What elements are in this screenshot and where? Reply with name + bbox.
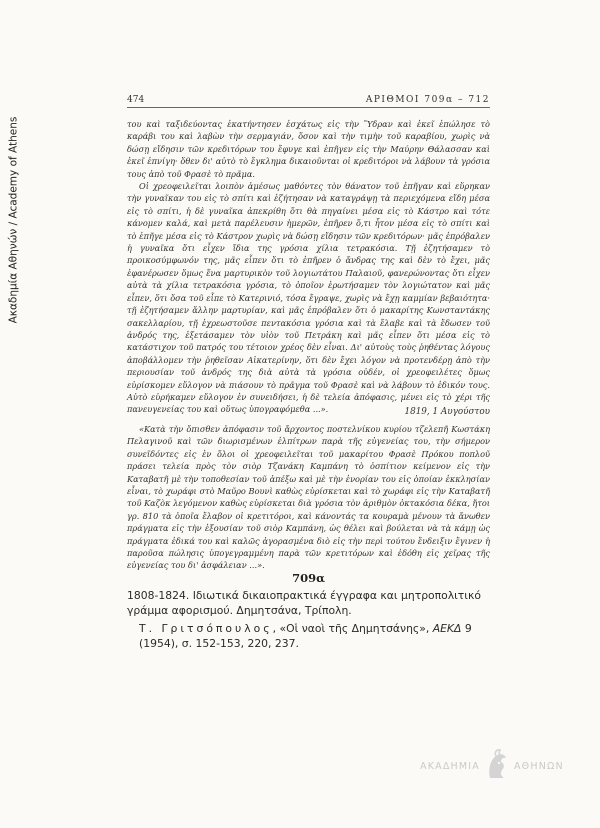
reference-title: «Οἱ ναοὶ τῆς Δημητσάνης», [279,622,430,635]
side-label-text: Ακαδημία Αθηνών / Academy of Athens [7,116,20,324]
paragraph: του καὶ ταξιδεύοντας ἐκατήντησεν ἐσχάτως εἰς τὴν Ὕδραν καὶ ἐκεῖ ἐπώλησε τὸ καράβι του καὶ λαβὼν τὴν σερμαγιάν, ὅσον καὶ τὴν τιμὴν τοῦ καραβίου, χωρὶς νὰ δώσῃ εἴδησιν τῶν κρεδιτόρων του ἔφυγε καὶ ἐπῆγεν εἰς τὴν Μαύρην Θάλασσαν καὶ ἐκεῖ ἐπνίγη· ὅθεν δι' αὐτὸ τὸ ἔγκλημα δικαιοῦνται οἱ κρεδιτόροι νὰ λάβουν τὰ γρόσια τους ἀπὸ τοῦ Φρασὲ τὸ πρᾶμα. [127,119,490,179]
reference-separator: , [272,622,280,635]
text-block-2 [127,423,490,572]
page-number: 474 [127,95,145,105]
reference-author: Τ. Γριτσόπουλος [139,622,273,635]
paragraph: Οἱ χρεοφειλεῖται λοιπὸν ἀμέσως μαθόντες τὸν θάνατον τοῦ ἐπῆγαν καὶ εὕρηκαν τὴν γυναῖκαν του εἰς τὸ σπίτι καὶ ἐζήτησαν νὰ καταγράψῃ τὰ περιεχόμενα εἴδη μέσα εἰς τὸ σπίτι, ἡ δὲ γυναῖκα ἀπεκρίθη ὅτι θὰ πηγαίνει μέσα εἰς τὸ Κάστρο καὶ τότε κάνομεν καλά, καὶ μετὰ παρέλευσιν ἡμερῶν, ἐπῆρεν ὅ,τι ἦτον μέσα εἰς τὸ σπίτι καὶ τὸ ἐπῆγε μέσα εἰς τὸ Κάστρον χωρὶς νὰ δώσῃ εἴδησιν τῶν κρεδιτόρων· μᾶς ἐπρόβαλεν ἡ γυναῖκα ὅτι εἶχεν ἴδια της γρόσια χίλια τετρακόσια. Τῇ ἐζητήσαμεν τὸ προικοσύμφωνόν της, μᾶς εἶπεν ὅτι τὸ ἐπῆρεν ὁ ἄνδρας της καὶ δὲν τὸ ἔχει, μᾶς ἐφανέρωσεν ὅμως ἕνα μαρτυρικὸν τοῦ λογιωτάτου Παλαιοῦ, φανερώνοντας ὅτι εἶχεν αὐτὰ τὰ χίλια τετρακόσια γρόσια, τὸ ὁποῖον ἐρωτήσαμεν τὸν λογιώτατον καὶ μᾶς εἶπεν, ὅτι ὅσα τοῦ εἶπε τὸ Κατερινιό, τόσα ἔγραψε, χωρὶς νὰ ἔχῃ καμμίαν βεβαιότητα· τῇ ἐζητήσαμεν ἄλλην μαρτυρίαν, καὶ μᾶς ἐπρόβαλεν ὅτι ὁ μακαρίτης Κωνσταντάκης σακελλαρίου, τῇ ἐχρεωστοῦσε πεντακόσια γρόσια καὶ τὰ ἔλαβε καὶ τὰ ἔδωσεν τοῦ ἀνδρός της, ἐξετάσαμεν τὸν υἱὸν τοῦ Πετράκη καὶ μᾶς εἶπεν ὅτι μέσα εἰς τὸ κατάστιχον τοῦ πατρός του τέτοιον χρέος δὲν εἶναι. Δι' αὐτοὺς τοὺς ῥηθέντας λόγους ἀποβάλλομεν τὴν ῥηθεῖσαν Αἰκατερίνην, ὅτι δὲν ἔχει λόγον νὰ προτενδέρῃ ἀπὸ τὴν περιουσίαν τοῦ ἀνδρός της διὰ αὐτὰ τὰ γρόσια οὐδέν, οἱ χρεοφειλέτες ὅμως εὑρίσκομεν εὔλογον νὰ πιάσουν τὸ πρᾶγμα τοῦ Φρασὲ καὶ νὰ λάβουν τὸ ἐδικόν τους. Αὐτὸ εὑρήκαμεν εὔλογον ἐν συνειδήσει, ἡ δὲ τελεία ἀπόφασις, μένει εἰς τὸ χέρι τῆς πανευγενείας του καὶ οὕτως ὑπογραφόμεθα ...». [127,181,490,415]
academy-watermark [420,748,564,784]
entry-description [127,588,494,618]
page-header [127,95,490,105]
entry-description-text: 1808-1824. Ιδιωτικά δικαιοπρακτικά έγγραφα και μητροπολιτικό γράμμα αφορισμού. Δημητσάνα, Τρίπολη. [127,589,481,617]
running-title: ΑΡΙΘΜΟΙ 709α – 712 [365,95,490,105]
entry-reference [139,621,494,651]
watermark-left-text: ΑΚΑΔΗΜΙΑ [420,760,480,772]
dateline: 1819, 1 Αυγούστου [404,407,490,417]
athena-head-icon [484,748,510,784]
side-label [2,90,24,350]
reference-details: 9 (1954), σ. 152-153, 220, 237. [139,622,472,650]
watermark-right-text: ΑΘΗΝΩΝ [513,760,564,772]
reference-journal: ΑΕΚΔ [429,622,462,635]
paragraph: «Κατὰ τὴν ὄπισθεν ἀπόφασιν τοῦ ἄρχοντος ποστελνίκου κυρίου τζελεπῆ Κωστάκη Πελαγινοῦ καὶ τῶν διωρισμένων ἐλπίτρων παρὰ τῆς εὐγενείας του, τὴν σήμερον συνεϊδόντες εἰς ἐν ὅλοι οἱ χρεοφειλεῖται τοῦ μακαρίτου Φρασὲ Πρόκου ποπλοῦ πράσει τελεία πρὸς τὸν σιὸρ Τζανάκη Καμπάνη τὸ ὀσπίτιον κείμενον εἰς τὴν Καταβατῆ μὲ τὴν τοποθεσίαν τοῦ ἀπέξω καὶ μὲ τὴν ἐνορίαν του εἰς ὁποίαν ἐκκλησίαν εἶναι, τὸ χωράφι στὸ Μαῦρο Βουνὶ καθὼς εὑρίσκεται καὶ τὸ χωράφι εἰς τὴν Καταβατῆ τοῦ Καζὸκ λεγόμενον καθὼς εὑρίσκεται διὰ γρόσια τὸν ἀριθμὸν ὀκτακόσια δέκα, ἤτοι γρ. 810 τὰ ὁποῖα ἔλαβον οἱ κρετιτόροι, καὶ κάνοντάς τα κουραμὰ μένουν τὰ ἄνωθεν πράγματα εἰς τὴν ἐξουσίαν τοῦ σιὸρ Καμπάνη, ὡς θέλει καὶ βούλεται νὰ τὰ κάμῃ ὡς πράγματα ἐδικά του καὶ καλῶς ἀγορασμένα διὸ εἰς τὴν περὶ τούτου ἔνδειξιν ἔγινεν ἡ παροῦσα πώλησις ὑπογεγραμμένη παρὰ τῶν κρετιτόρων καὶ ἐδόθη εἰς χεῖρας τῆς εὐγενείας του δι' ἀσφάλειαν ...». [127,424,490,571]
text-block-1 [127,118,490,416]
header-rule [127,107,490,108]
entry-number: 709α [292,571,325,585]
